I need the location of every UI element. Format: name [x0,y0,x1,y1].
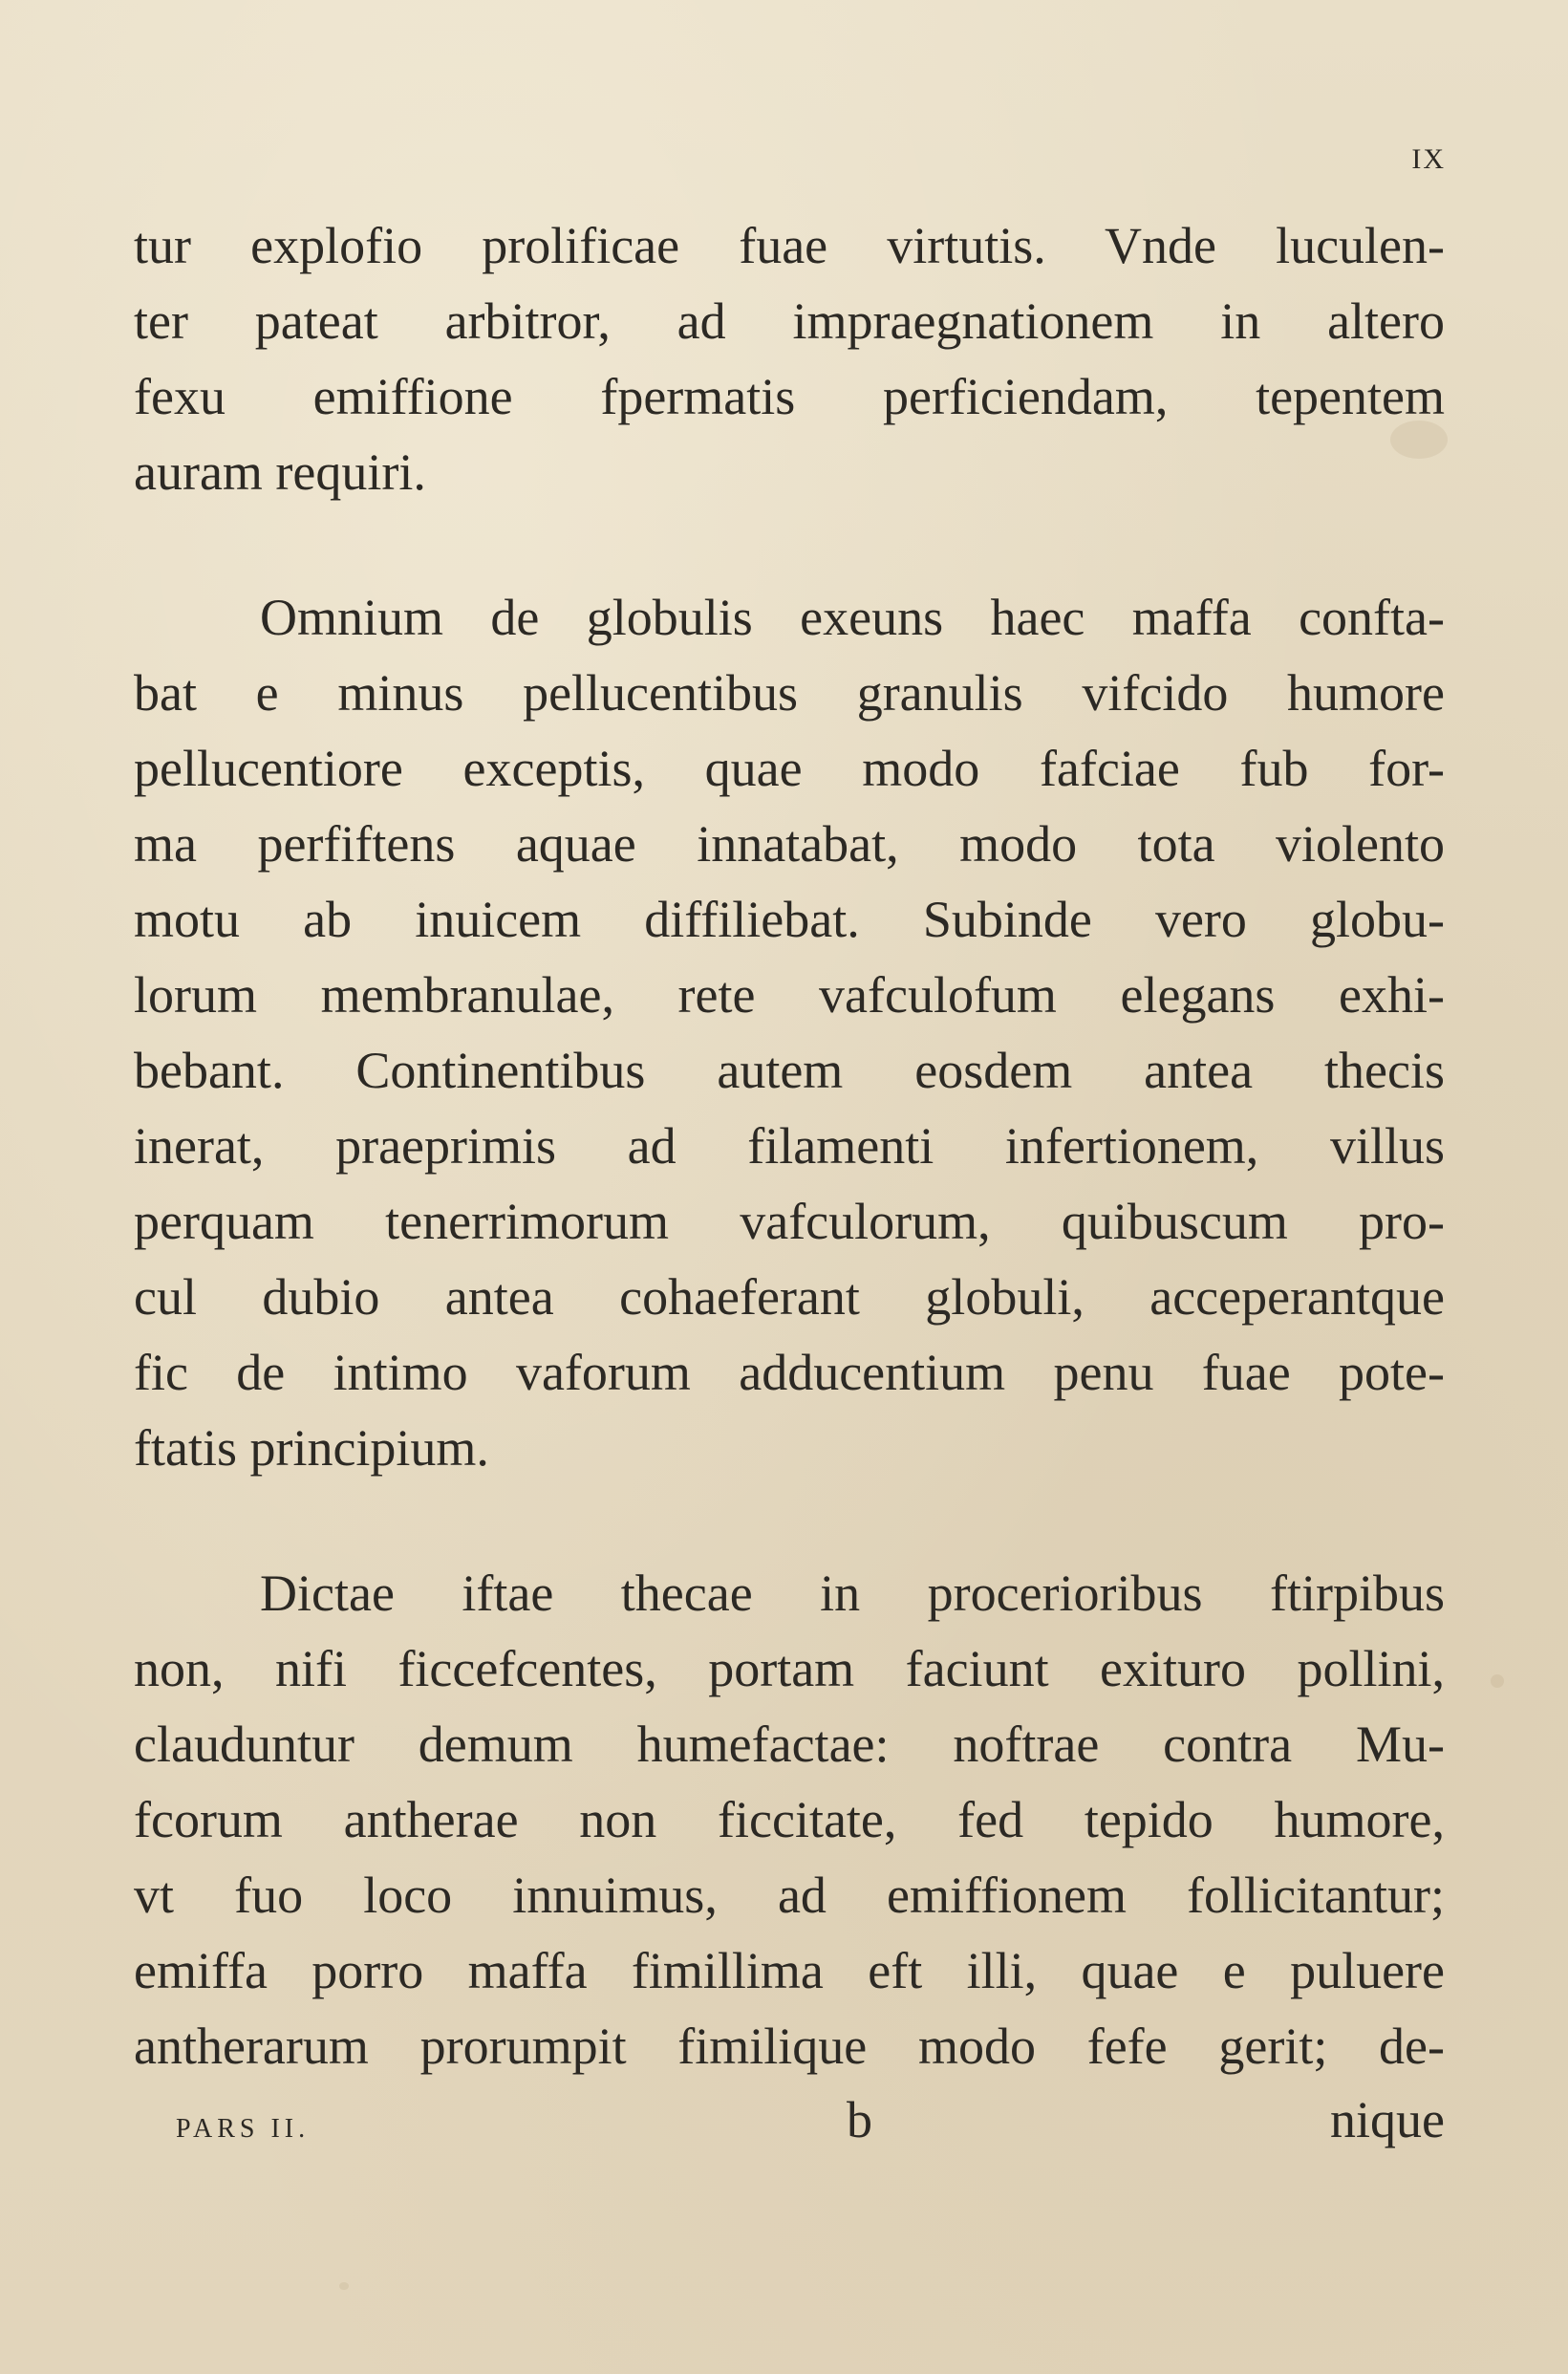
text-line: perquam tenerrimorum vafculorum, quibuscum pro- [134,1193,1445,1250]
catchword: nique [1330,2091,1445,2148]
paragraph-gap [134,510,1445,580]
text-line: Dictae iftae thecae in procerioribus ftirpibus [260,1565,1445,1622]
foxing-spot [1491,1674,1504,1688]
text-line: bebant. Continentibus autem eosdem antea thecis [134,1042,1445,1099]
text-line: fexu emiffione fpermatis perficiendam, tepentem [134,368,1445,425]
text-line: vt fuo loco innuimus, ad emiffionem follicitantur; [134,1867,1445,1924]
signature-mark: PARS II. [176,2114,311,2144]
text-line: pellucentiore exceptis, quae modo fafciae fub for- [134,740,1445,797]
page-footer [134,2082,1445,2158]
text-line: ter pateat arbitror, ad impraegnationem in altero [134,292,1445,350]
paragraph-3 [134,1556,1445,2084]
text-line: lorum membranulae, rete vafculofum elegans exhi- [134,966,1445,1024]
text-line: cul dubio antea cohaeferant globuli, acceperantque [134,1268,1445,1326]
page-number: IX [1411,143,1446,175]
text-line: antherarum prorumpit fimilique modo fefe gerit; de- [134,2018,1445,2075]
text-line: Omnium de globulis exeuns haec maffa confta- [260,589,1445,646]
text-line: ma perfiftens aquae innatabat, modo tota violento [134,815,1445,873]
gathering-letter: b [847,2091,872,2148]
body-text [134,208,1445,2084]
foxing-spot [339,2282,349,2290]
paragraph-1 [134,208,1445,510]
text-line: auram requiri. [134,443,426,501]
text-line: clauduntur demum humefactae: noftrae contra Mu- [134,1716,1445,1773]
text-line: emiffa porro maffa fimillima eft illi, quae e puluere [134,1942,1445,1999]
text-line: ftatis principium. [134,1419,489,1477]
text-line: bat e minus pellucentibus granulis vifcido humore [134,664,1445,722]
text-line: fic de intimo vaforum adducentium penu fuae pote- [134,1344,1445,1401]
text-line: inerat, praeprimis ad filamenti infertionem, villus [134,1117,1445,1175]
paragraph-2 [134,580,1445,1486]
text-line: tur explofio prolificae fuae virtutis. Vnde luculen- [134,217,1445,274]
text-line: fcorum antherae non ficcitate, fed tepido humore, [134,1791,1445,1848]
paragraph-gap [134,1486,1445,1556]
text-line: non, nifi ficcefcentes, portam faciunt exituro pollini, [134,1640,1445,1697]
text-line: motu ab inuicem diffiliebat. Subinde vero globu- [134,891,1445,948]
